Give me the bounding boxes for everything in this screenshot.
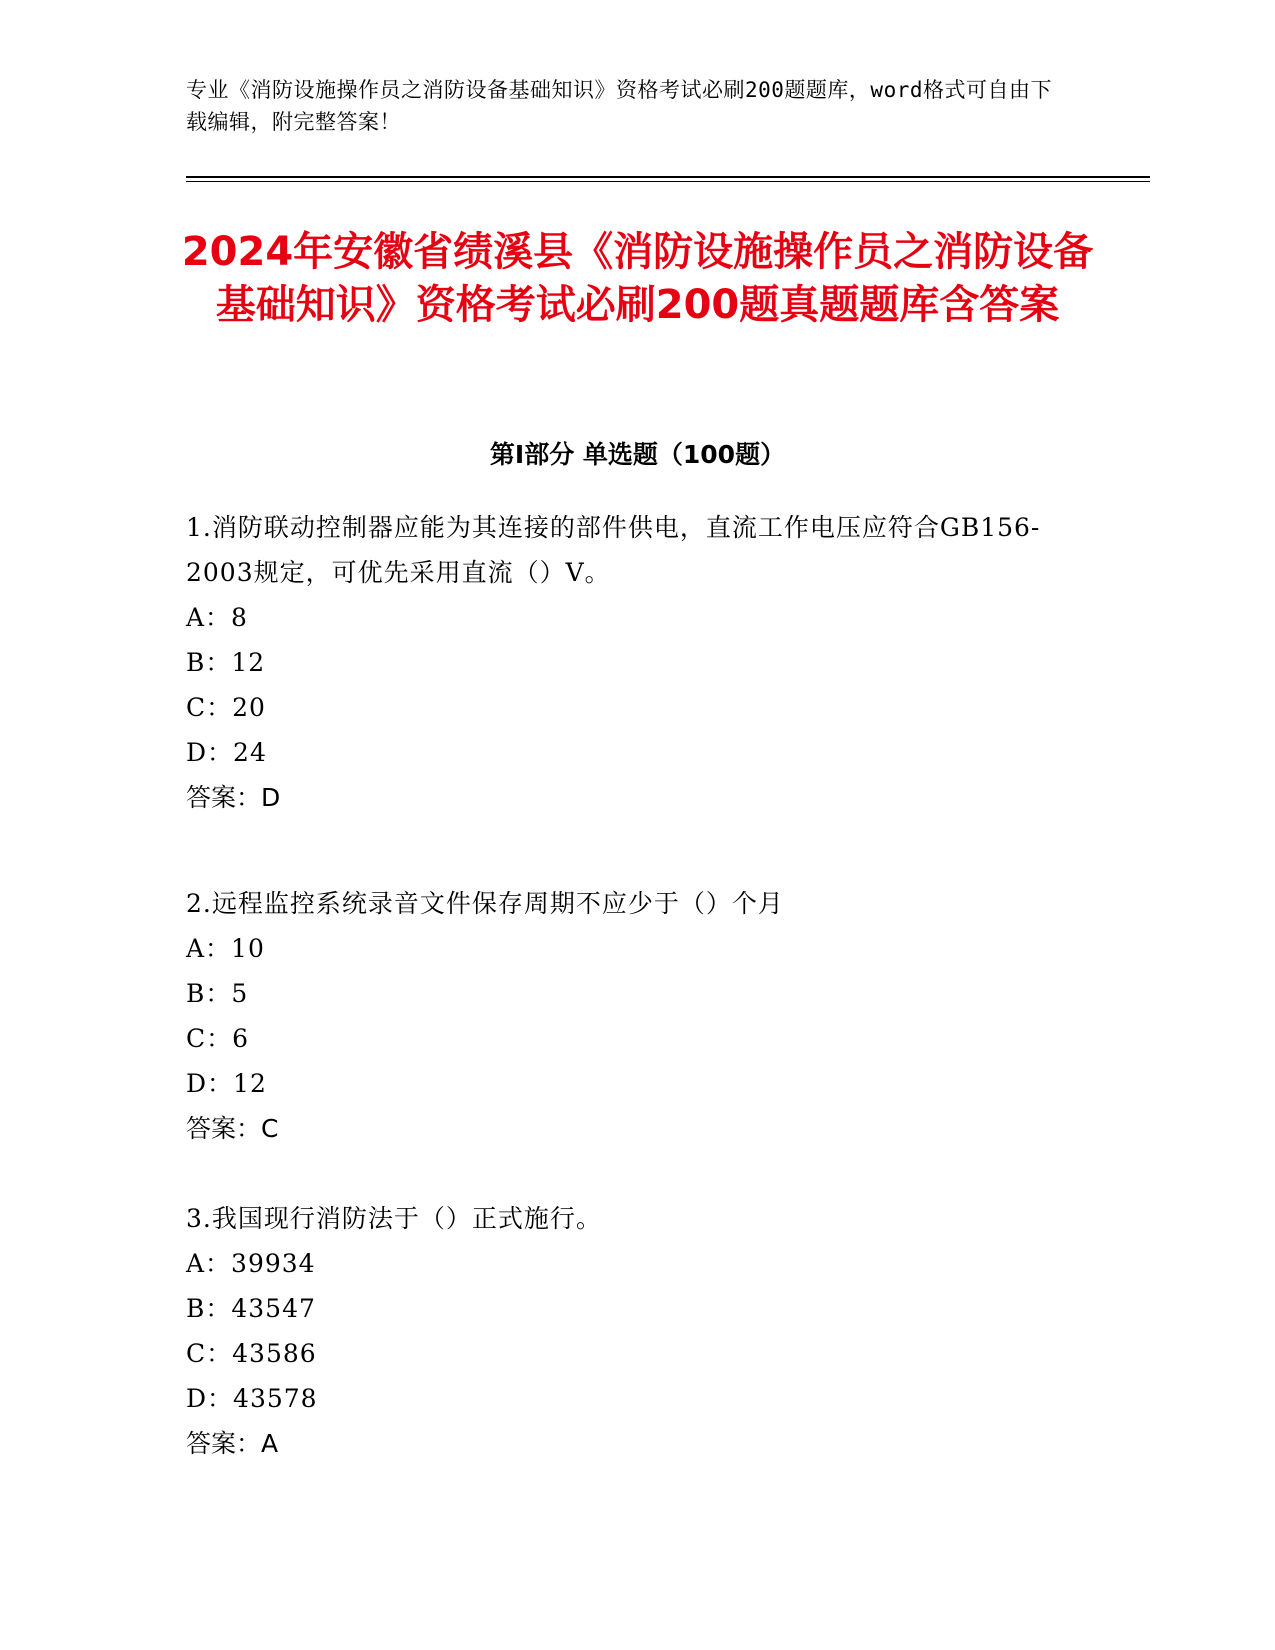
question-stem: 2.远程监控系统录音文件保存周期不应少于（）个月 <box>186 889 784 918</box>
answer-label: 答案：A <box>186 1429 279 1458</box>
header-note: 专业《消防设施操作员之消防设备基础知识》资格考试必刷200题题库，word格式可自由下载编辑，附完整答案！ <box>186 78 1052 134</box>
option-a: A：10 <box>186 934 265 963</box>
question-3 <box>186 1196 1086 1466</box>
document-title: 2024年安徽省绩溪县《消防设施操作员之消防设备基础知识》资格考试必刷200题真题题库含答案 <box>181 229 1094 328</box>
header-divider-thick <box>186 176 1150 178</box>
option-c: C：20 <box>186 693 266 722</box>
option-d: D：43578 <box>186 1384 318 1413</box>
question-2 <box>186 881 1086 1151</box>
option-a: A：39934 <box>186 1249 316 1278</box>
option-d: D：24 <box>186 738 267 767</box>
header-divider-thin <box>186 181 1150 182</box>
option-b: B：43547 <box>186 1294 316 1323</box>
section-title: 第I部分 单选题（100题） <box>489 440 786 469</box>
answer-label: 答案：D <box>186 783 281 812</box>
option-c: C：43586 <box>186 1339 317 1368</box>
option-c: C：6 <box>186 1024 250 1053</box>
option-b: B：5 <box>186 979 249 1008</box>
option-a: A：8 <box>186 603 248 632</box>
answer-label: 答案：C <box>186 1114 279 1143</box>
option-b: B：12 <box>186 648 266 677</box>
option-d: D：12 <box>186 1069 267 1098</box>
question-stem: 1.消防联动控制器应能为其连接的部件供电，直流工作电压应符合GB156-2003规定，可优先采用直流（）V。 <box>186 513 1041 587</box>
question-stem: 3.我国现行消防法于（）正式施行。 <box>186 1204 602 1233</box>
question-1 <box>186 505 1086 820</box>
